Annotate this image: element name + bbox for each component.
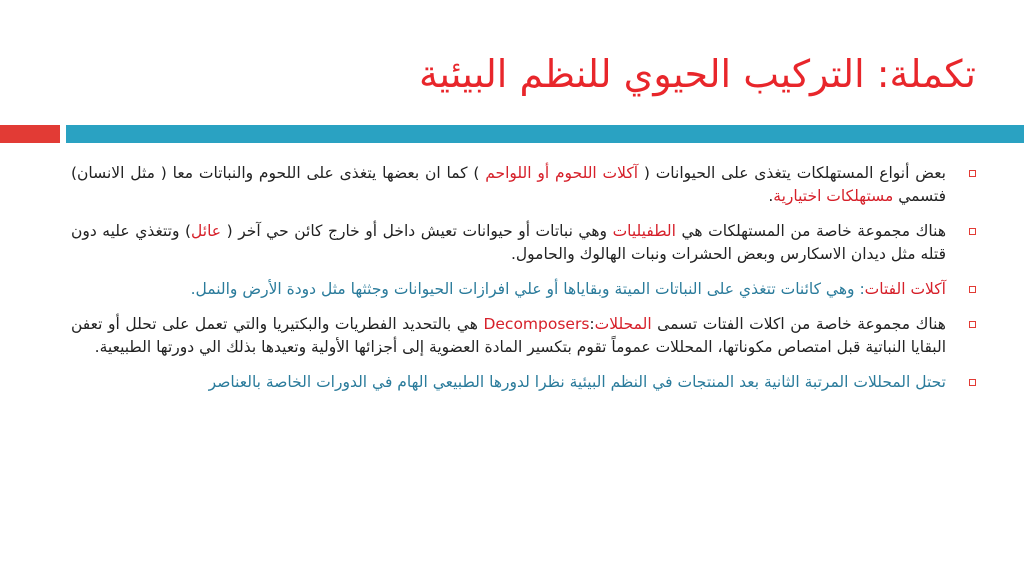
bullet-text bbox=[71, 371, 946, 394]
title-accent-bar-blue bbox=[66, 125, 1024, 143]
square-bullet-icon bbox=[969, 321, 976, 328]
text-part: ) وتتغذي عليه دون قتله مثل ديدان الاسكارس وبعض الحشرات ونبات الهالوك والحامول. bbox=[71, 222, 946, 263]
highlight-term: آكلات الفتات bbox=[864, 280, 946, 298]
square-bullet-icon bbox=[969, 379, 976, 386]
text-part: : وهي كائنات تتغذي على النباتات الميتة وبقاياها أو علي افرازات الحيوانات وجثثها مثل دودة الأرض والنمل. bbox=[190, 280, 865, 298]
highlight-term: الطفيليات bbox=[612, 222, 676, 240]
bullet-item-1 bbox=[71, 162, 976, 208]
bullet-text bbox=[71, 162, 946, 208]
highlight-term: مستهلكات اختيارية bbox=[773, 187, 894, 205]
text-part: تحتل المحللات المرتبة الثانية بعد المنتجات في النظم البيئية نظرا لدورها الطبيعي الهام في الدورات الخاصة بالعناصر bbox=[208, 373, 946, 391]
text-part: : bbox=[589, 315, 595, 333]
bullet-text bbox=[71, 278, 946, 301]
bullet-list bbox=[71, 162, 976, 406]
square-bullet-icon bbox=[969, 228, 976, 235]
highlight-term: آكلات اللحوم أو اللواحم bbox=[485, 164, 639, 182]
square-bullet-icon bbox=[969, 170, 976, 177]
highlight-term: عائل bbox=[191, 222, 222, 240]
text-part: وهي نباتات أو حيوانات تعيش داخل أو خارج كائن حي آخر ( bbox=[221, 222, 613, 240]
text-part: بعض أنواع المستهلكات يتغذى على الحيوانات ( bbox=[638, 164, 946, 182]
highlight-term: المحللات bbox=[594, 315, 652, 333]
bullet-item-3 bbox=[71, 278, 976, 301]
bullet-text bbox=[71, 313, 946, 359]
text-part: هناك مجموعة خاصة من اكلات الفتات تسمى bbox=[651, 315, 946, 333]
bullet-item-4 bbox=[71, 313, 976, 359]
title-accent-bar-red bbox=[0, 125, 60, 143]
square-bullet-icon bbox=[969, 286, 976, 293]
bullet-item-2 bbox=[71, 220, 976, 266]
text-part: هناك مجموعة خاصة من المستهلكات هي bbox=[675, 222, 946, 240]
bullet-item-5 bbox=[71, 371, 976, 394]
highlight-term-latin: Decomposers bbox=[483, 315, 590, 333]
text-part: . bbox=[768, 187, 774, 205]
slide-title: تكملة: التركيب الحيوي للنظم البيئية bbox=[418, 52, 976, 96]
bullet-text bbox=[71, 220, 946, 266]
text-part: هي بالتحديد الفطريات والبكتيريا والتي تعمل على تحلل أو تعفن البقايا النباتية قبل امتصاص مكوناتها، المحللات عموماً تقوم بتكسير المادة العضوية إلى أجزائها الأولية وتعيدها بذلك الي دورتها الطبيعية. bbox=[71, 315, 946, 356]
text-part: ) كما ان بعضها يتغذى على اللحوم والنباتات معا ( مثل الانسان) فتسمي bbox=[71, 164, 946, 205]
